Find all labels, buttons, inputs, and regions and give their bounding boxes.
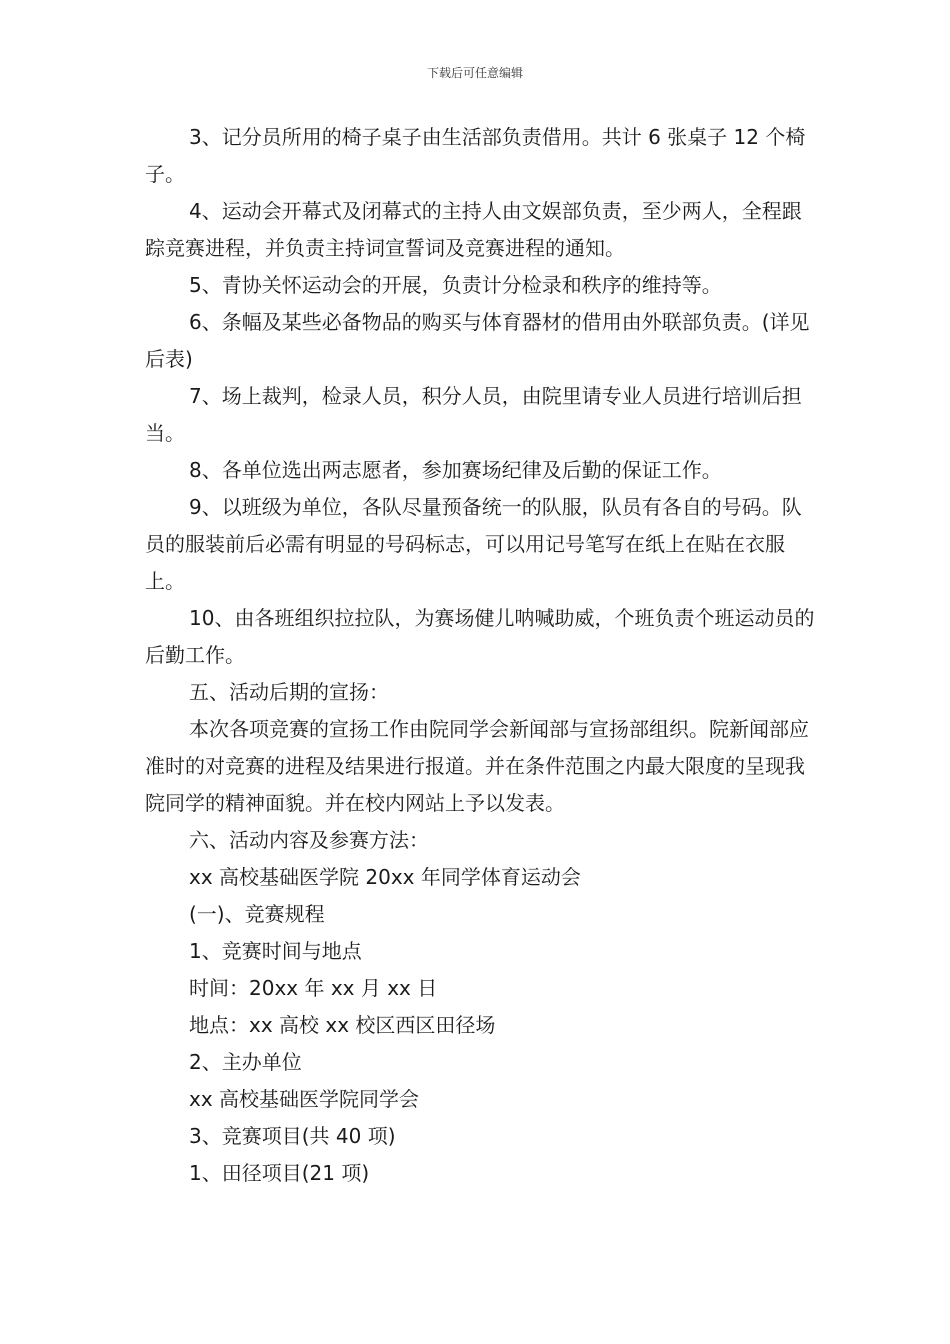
page-header: 下载后可任意编辑 [426, 66, 523, 80]
list-item: xx 高校基础医学院同学会 [189, 1087, 420, 1111]
paragraph: 9、以班级为单位，各队尽量预备统一的队服，队员有各自的号码。队员的服装前后必需有明显的号码标志，可以用记号笔写在纸上在贴在衣服上。 [145, 495, 802, 593]
event-title: xx 高校基础医学院 20xx 年同学体育运动会 [189, 865, 581, 889]
subsection-heading: (一)、竞赛规程 [189, 902, 325, 926]
list-item: 3、竞赛项目(共 40 项) [189, 1124, 396, 1148]
list-item: 1、竞赛时间与地点 [189, 939, 362, 963]
list-item: 地点：xx 高校 xx 校区西区田径场 [189, 1013, 496, 1037]
list-item: 时间：20xx 年 xx 月 xx 日 [189, 976, 438, 1000]
paragraph: 10、由各班组织拉拉队，为赛场健儿呐喊助威，个班负责个班运动员的后勤工作。 [145, 606, 815, 667]
document-body [145, 119, 817, 1192]
paragraph: 3、记分员所用的椅子桌子由生活部负责借用。共计 6 张桌子 12 个椅子。 [145, 125, 806, 186]
list-item: 1、田径项目(21 项) [189, 1161, 370, 1185]
paragraph: 5、青协关怀运动会的开展，负责计分检录和秩序的维持等。 [189, 273, 722, 297]
paragraph: 6、条幅及某些必备物品的购买与体育器材的借用由外联部负责。(详见后表) [145, 310, 810, 371]
list-item: 2、主办单位 [189, 1050, 302, 1074]
section-heading: 六、活动内容及参赛方法： [189, 828, 429, 852]
paragraph: 本次各项竞赛的宣扬工作由院同学会新闻部与宣扬部组织。院新闻部应准时的对竞赛的进程及结果进行报道。并在条件范围之内最大限度的呈现我院同学的精神面貌。并在校内网站上予以发表。 [145, 717, 809, 815]
paragraph: 7、场上裁判，检录人员，积分人员，由院里请专业人员进行培训后担当。 [145, 384, 802, 445]
section-heading: 五、活动后期的宣扬： [189, 680, 389, 704]
paragraph: 4、运动会开幕式及闭幕式的主持人由文娱部负责，至少两人，全程跟踪竞赛进程，并负责主持词宣誓词及竞赛进程的通知。 [145, 199, 802, 260]
paragraph: 8、各单位选出两志愿者，参加赛场纪律及后勤的保证工作。 [189, 458, 722, 482]
